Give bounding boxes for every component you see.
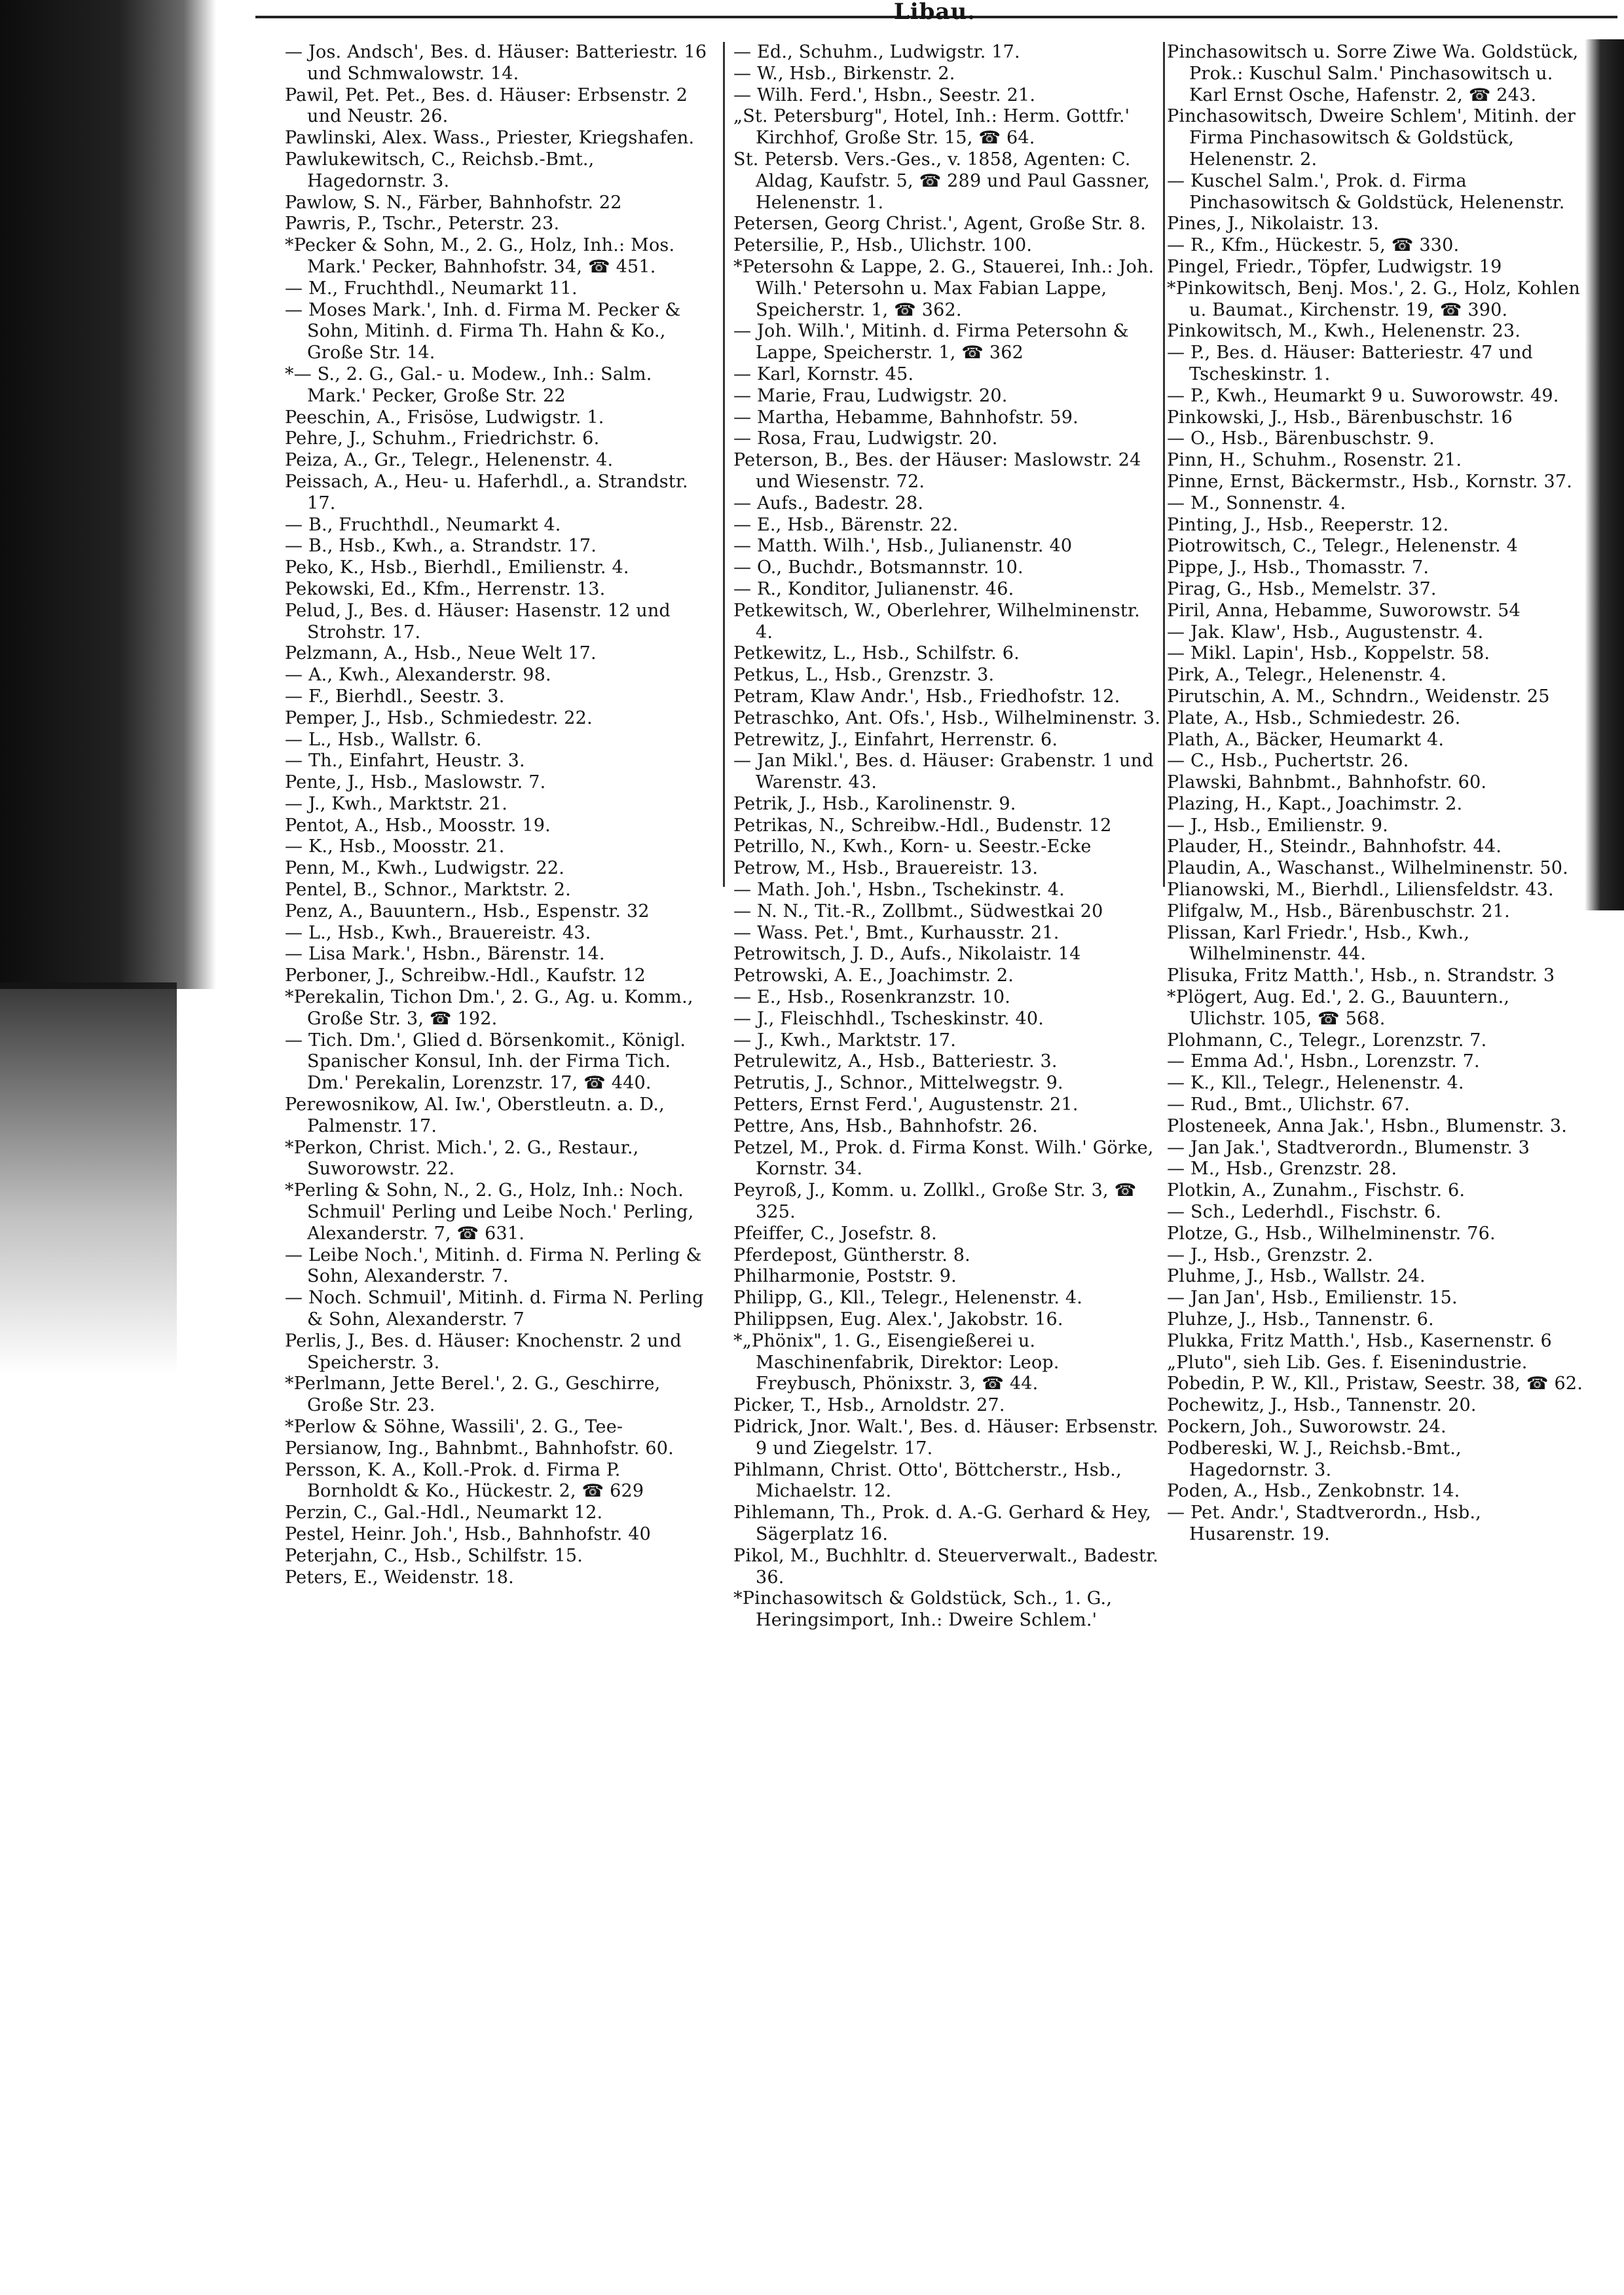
directory-entry: Pirk, A., Telegr., Helenenstr. 4.: [1167, 665, 1447, 686]
directory-entry: „St. Petersburg", Hotel, Inh.: Herm. Gottfr.' Kirchhof, Große Str. 15, ☎ 64.: [733, 106, 1130, 149]
directory-entry: Pochewitz, J., Hsb., Tannenstr. 20.: [1167, 1395, 1477, 1416]
directory-entry: Persianow, Ing., Bahnbmt., Bahnhofstr. 60.: [285, 1438, 674, 1459]
directory-entry: Peyroß, J., Komm. u. Zollkl., Große Str. 3, ☎ 325.: [733, 1180, 1137, 1223]
directory-entry: Plifgalw, M., Hsb., Bärenbuschstr. 21.: [1167, 901, 1510, 922]
directory-entry: Plisuka, Fritz Matth.', Hsb., n. Strandstr. 3: [1167, 965, 1555, 986]
directory-entry: Pirag, G., Hsb., Memelstr. 37.: [1167, 578, 1437, 599]
directory-entry: — Matth. Wilh.', Hsb., Julianenstr. 40: [733, 536, 1073, 557]
directory-entry: Pinchasowitsch, Dweire Schlem', Mitinh. der Firma Pinchasowitsch & Goldstück, Helenenstr. 2.: [1167, 106, 1576, 170]
directory-entry: Pinchasowitsch u. Sorre Ziwe Wa. Goldstück, Prok.: Kuschul Salm.' Pinchasowitsch u. Karl Ernst Osche, Hafenstr. 2, ☎ 243.: [1167, 42, 1579, 105]
directory-entry: — P., Kwh., Heumarkt 9 u. Suworowstr. 49.: [1167, 385, 1559, 406]
directory-entry: Pentot, A., Hsb., Moosstr. 19.: [285, 815, 551, 836]
directory-entry: Pawil, Pet. Pet., Bes. d. Häuser: Erbsenstr. 2 und Neustr. 26.: [285, 84, 688, 127]
directory-entry: Petters, Ernst Ferd.', Augustenstr. 21.: [733, 1094, 1079, 1115]
directory-entry: Petraschko, Ant. Ofs.', Hsb., Wilhelminenstr. 3.: [733, 707, 1161, 728]
directory-entry: Penn, M., Kwh., Ludwigstr. 22.: [285, 858, 565, 879]
directory-entry: Pettre, Ans, Hsb., Bahnhofstr. 26.: [733, 1115, 1038, 1136]
column-divider-1: [723, 42, 725, 887]
directory-entry: — J., Fleischhdl., Tscheskinstr. 40.: [733, 1008, 1044, 1029]
directory-entry: Plohmann, C., Telegr., Lorenzstr. 7.: [1167, 1030, 1487, 1051]
directory-entry: — Joh. Wilh.', Mitinh. d. Firma Petersohn & Lappe, Speicherstr. 1, ☎ 362: [733, 321, 1129, 364]
directory-entry: — Karl, Kornstr. 45.: [733, 364, 914, 384]
directory-entry: Petkus, L., Hsb., Grenzstr. 3.: [733, 665, 995, 686]
directory-entry: Petersilie, P., Hsb., Ulichstr. 100.: [733, 235, 1033, 256]
directory-entry: — L., Hsb., Wallstr. 6.: [285, 729, 482, 750]
directory-entry: — Kuschel Salm.', Prok. d. Firma Pinchasowitsch & Goldstück, Helenenstr.: [1167, 170, 1565, 213]
directory-entry: — Jak. Klaw', Hsb., Augustenstr. 4.: [1167, 622, 1484, 643]
directory-entry: Perlis, J., Bes. d. Häuser: Knochenstr. 2 und Speicherstr. 3.: [285, 1330, 682, 1373]
directory-entry: Pelzmann, A., Hsb., Neue Welt 17.: [285, 643, 597, 664]
directory-entry: — Jan Mikl.', Bes. d. Häuser: Grabenstr. 1 und Warenstr. 43.: [733, 751, 1154, 793]
directory-entry: Petrutis, J., Schnor., Mittelwegstr. 9.: [733, 1073, 1063, 1094]
directory-entry: Petrowitsch, J. D., Aufs., Nikolaistr. 14: [733, 944, 1081, 965]
directory-entry: Plawski, Bahnbmt., Bahnhofstr. 60.: [1167, 772, 1487, 793]
directory-entry: Peterson, B., Bes. der Häuser: Maslowstr. 24 und Wiesenstr. 72.: [733, 450, 1141, 492]
directory-entry: Petersen, Georg Christ.', Agent, Große Str. 8.: [733, 214, 1147, 234]
directory-entry: — Rosa, Frau, Ludwigstr. 20.: [733, 428, 998, 449]
directory-entry: Plate, A., Hsb., Schmiedestr. 26.: [1167, 707, 1461, 728]
directory-entry: Pihlemann, Th., Prok. d. A.-G. Gerhard & Hey, Sägerplatz 16.: [733, 1502, 1151, 1544]
directory-entry: — Ed., Schuhm., Ludwigstr. 17.: [733, 42, 1020, 62]
directory-entry: Petrewitz, J., Einfahrt, Herrenstr. 6.: [733, 729, 1058, 750]
directory-entry: Peterjahn, C., Hsb., Schilfstr. 15.: [285, 1545, 583, 1566]
directory-entry: Pemper, J., Hsb., Schmiedestr. 22.: [285, 707, 593, 728]
directory-entry: — M., Hsb., Grenzstr. 28.: [1167, 1159, 1397, 1180]
directory-entry: Picker, T., Hsb., Arnoldstr. 27.: [733, 1395, 1005, 1416]
directory-entry: Pekowski, Ed., Kfm., Herrenstr. 13.: [285, 578, 606, 599]
directory-entry: Pestel, Heinr. Joh.', Hsb., Bahnhofstr. 40: [285, 1523, 652, 1544]
directory-entry: Petrillo, N., Kwh., Korn- u. Seestr.-Ecke: [733, 836, 1092, 857]
directory-entry: — O., Hsb., Bärenbuschstr. 9.: [1167, 428, 1435, 449]
directory-entry: — Th., Einfahrt, Heustr. 3.: [285, 751, 525, 772]
directory-entry: Pluhze, J., Hsb., Tannenstr. 6.: [1167, 1309, 1434, 1330]
directory-entry: „Pluto", sieh Lib. Ges. f. Eisenindustrie.: [1167, 1352, 1528, 1373]
directory-entry: Poden, A., Hsb., Zenkobnstr. 14.: [1167, 1481, 1460, 1502]
directory-entry: — P., Bes. d. Häuser: Batteriestr. 47 und Tscheskinstr. 1.: [1167, 343, 1533, 384]
directory-entry: Peters, E., Weidenstr. 18.: [285, 1567, 514, 1588]
directory-entry: — Aufs., Badestr. 28.: [733, 493, 924, 513]
directory-entry: Penz, A., Bauuntern., Hsb., Espenstr. 32: [285, 901, 650, 922]
book-binding-shadow-lower: [0, 982, 177, 1375]
directory-entry: — Moses Mark.', Inh. d. Firma M. Pecker & Sohn, Mitinh. d. Firma Th. Hahn & Ko., Große Str. 14.: [285, 299, 681, 364]
directory-entry: *Petersohn & Lappe, 2. G., Stauerei, Inh.: Joh. Wilh.' Petersohn u. Max Fabian Lappe, Speicherstr. 1, ☎ 362.: [733, 256, 1154, 320]
directory-entry: Podbereski, W. J., Reichsb.-Bmt., Hagedornstr. 3.: [1167, 1438, 1462, 1480]
directory-entry: Plazing, H., Kapt., Joachimstr. 2.: [1167, 793, 1463, 814]
directory-entry: — Math. Joh.', Hsbn., Tschekinstr. 4.: [733, 880, 1065, 901]
column-2: [733, 42, 1162, 1631]
directory-entry: — B., Hsb., Kwh., a. Strandstr. 17.: [285, 536, 597, 557]
directory-entry: Pentel, B., Schnor., Marktstr. 2.: [285, 880, 571, 901]
directory-entry: Peissach, A., Heu- u. Haferhdl., a. Strandstr. 17.: [285, 471, 688, 513]
directory-entry: — O., Buchdr., Botsmannstr. 10.: [733, 557, 1024, 578]
directory-entry: Perewosnikow, Al. Iw.', Oberstleutn. a. D., Palmenstr. 17.: [285, 1094, 665, 1136]
directory-entry: *— S., 2. G., Gal.- u. Modew., Inh.: Salm. Mark.' Pecker, Große Str. 22: [285, 364, 652, 406]
directory-entry: *„Phönix", 1. G., Eisengießerei u. Maschinenfabrik, Direktor: Leop. Freybusch, Phönixstr. 3, ☎ 44.: [733, 1330, 1060, 1394]
directory-entry: *Perlow & Söhne, Wassili', 2. G., Tee-: [285, 1417, 623, 1437]
directory-entry: — Rud., Bmt., Ulichstr. 67.: [1167, 1094, 1411, 1115]
directory-entry: — Mikl. Lapin', Hsb., Koppelstr. 58.: [1167, 643, 1490, 664]
directory-entry: Pehre, J., Schuhm., Friedrichstr. 6.: [285, 428, 600, 449]
directory-entry: Pfeiffer, C., Josefstr. 8.: [733, 1223, 937, 1244]
directory-entry: — M., Sonnenstr. 4.: [1167, 493, 1346, 513]
directory-entry: Persson, K. A., Koll.-Prok. d. Firma P. Bornholdt & Ko., Hückestr. 2, ☎ 629: [285, 1459, 644, 1502]
directory-entry: — Jan Jak.', Stadtverordn., Blumenstr. 3: [1167, 1137, 1530, 1158]
directory-entry: Peeschin, A., Frisöse, Ludwigstr. 1.: [285, 407, 604, 428]
directory-entry: Petkewitsch, W., Oberlehrer, Wilhelminenstr. 4.: [733, 600, 1140, 643]
directory-entry: Philipp, G., Kll., Telegr., Helenenstr. 4.: [733, 1288, 1083, 1309]
directory-entry: Petrowski, A. E., Joachimstr. 2.: [733, 965, 1014, 986]
directory-entry: — M., Fruchthdl., Neumarkt 11.: [285, 278, 578, 299]
directory-entry: — B., Fruchthdl., Neumarkt 4.: [285, 514, 561, 535]
directory-entry: Pockern, Joh., Suworowstr. 24.: [1167, 1417, 1447, 1437]
directory-entry: Plianowski, M., Bierhdl., Liliensfeldstr. 43.: [1167, 880, 1554, 901]
directory-entry: — J., Kwh., Marktstr. 17.: [733, 1030, 957, 1051]
directory-entry: Pinkowitsch, M., Kwh., Helenenstr. 23.: [1167, 321, 1521, 342]
directory-entry: — Emma Ad.', Hsbn., Lorenzstr. 7.: [1167, 1051, 1480, 1072]
directory-entry: — Wilh. Ferd.', Hsbn., Seestr. 21.: [733, 84, 1036, 105]
directory-entry: *Pecker & Sohn, M., 2. G., Holz, Inh.: Mos. Mark.' Pecker, Bahnhofstr. 34, ☎ 451.: [285, 235, 675, 277]
directory-entry: Pawlow, S. N., Färber, Bahnhofstr. 22: [285, 192, 622, 213]
directory-entry: — J., Kwh., Marktstr. 21.: [285, 793, 508, 814]
directory-entry: — Noch. Schmuil', Mitinh. d. Firma N. Perling & Sohn, Alexanderstr. 7: [285, 1288, 704, 1330]
directory-entry: Pinne, Ernst, Bäckermstr., Hsb., Kornstr. 37.: [1167, 471, 1573, 492]
directory-entry: Pluhme, J., Hsb., Wallstr. 24.: [1167, 1266, 1426, 1287]
directory-entry: Pente, J., Hsb., Maslowstr. 7.: [285, 772, 546, 793]
directory-entry: — Jos. Andsch', Bes. d. Häuser: Batteriestr. 16 und Schmwalowstr. 14.: [285, 42, 707, 84]
directory-entry: Pinn, H., Schuhm., Rosenstr. 21.: [1167, 450, 1462, 471]
directory-entry: Plotze, G., Hsb., Wilhelminenstr. 76.: [1167, 1223, 1496, 1244]
directory-entry: Pawris, P., Tschr., Peterstr. 23.: [285, 214, 560, 234]
directory-entry: Petkewitz, L., Hsb., Schilfstr. 6.: [733, 643, 1020, 664]
directory-entry: — F., Bierhdl., Seestr. 3.: [285, 686, 505, 707]
directory-entry: Pinkowski, J., Hsb., Bärenbuschstr. 16: [1167, 407, 1513, 428]
directory-entry: Pawlukewitsch, C., Reichsb.-Bmt., Hagedornstr. 3.: [285, 149, 595, 191]
directory-entry: Petrik, J., Hsb., Karolinenstr. 9.: [733, 793, 1016, 814]
directory-entry: — R., Kfm., Hückestr. 5, ☎ 330.: [1167, 235, 1460, 256]
directory-entry: Pidrick, Jnor. Walt.', Bes. d. Häuser: Erbsenstr. 9 und Ziegelstr. 17.: [733, 1417, 1158, 1459]
directory-entry: Pikol, M., Buchhltr. d. Steuerverwalt., Badestr. 36.: [733, 1545, 1158, 1588]
directory-entry: — E., Hsb., Rosenkranzstr. 10.: [733, 987, 1011, 1008]
column-1: [285, 42, 714, 1588]
directory-entry: — K., Hsb., Moosstr. 21.: [285, 836, 505, 857]
directory-entry: Petrow, M., Hsb., Brauereistr. 13.: [733, 858, 1039, 879]
directory-entry: Pihlmann, Christ. Otto', Böttcherstr., Hsb., Michaelstr. 12.: [733, 1459, 1122, 1502]
page-header: Libau.: [893, 0, 976, 25]
directory-entry: Plaudin, A., Waschanst., Wilhelminenstr. 50.: [1167, 858, 1568, 879]
directory-entry: Plissan, Karl Friedr.', Hsb., Kwh., Wilhelminenstr. 44.: [1167, 922, 1470, 965]
directory-entry: *Perkon, Christ. Mich.', 2. G., Restaur., Suworowstr. 22.: [285, 1137, 639, 1180]
directory-entry: — C., Hsb., Puchertstr. 26.: [1167, 751, 1409, 772]
directory-entry: Pippe, J., Hsb., Thomasstr. 7.: [1167, 557, 1430, 578]
directory-entry: Pinting, J., Hsb., Reeperstr. 12.: [1167, 514, 1449, 535]
directory-entry: — J., Hsb., Emilienstr. 9.: [1167, 815, 1388, 836]
directory-entry: — J., Hsb., Grenzstr. 2.: [1167, 1244, 1373, 1265]
directory-entry: — W., Hsb., Birkenstr. 2.: [733, 63, 955, 84]
directory-entry: — Lisa Mark.', Hsbn., Bärenstr. 14.: [285, 944, 605, 965]
directory-entry: *Perling & Sohn, N., 2. G., Holz, Inh.: Noch. Schmuil' Perling und Leibe Noch.' Perling, Alexanderstr. 7, ☎ 631.: [285, 1180, 694, 1244]
directory-entry: Pelud, J., Bes. d. Häuser: Hasenstr. 12 und Strohstr. 17.: [285, 600, 671, 643]
directory-entry: Plath, A., Bäcker, Heumarkt 4.: [1167, 729, 1445, 750]
directory-entry: *Perlmann, Jette Berel.', 2. G., Geschirre, Große Str. 23.: [285, 1373, 661, 1416]
directory-entry: — E., Hsb., Bärenstr. 22.: [733, 514, 959, 535]
directory-entry: Petrikas, N., Schreibw.-Hdl., Budenstr. 12: [733, 815, 1112, 836]
book-binding-shadow: [0, 0, 216, 989]
directory-entry: Plotkin, A., Zunahm., Fischstr. 6.: [1167, 1180, 1466, 1201]
directory-entry: Petrulewitz, A., Hsb., Batteriestr. 3.: [733, 1051, 1058, 1072]
directory-entry: — N. N., Tit.-R., Zollbmt., Südwestkai 20: [733, 901, 1103, 922]
directory-entry: — A., Kwh., Alexanderstr. 98.: [285, 665, 551, 686]
directory-entry: — Leibe Noch.', Mitinh. d. Firma N. Perling & Sohn, Alexanderstr. 7.: [285, 1244, 702, 1287]
directory-entry: — Pet. Andr.', Stadtverordn., Hsb., Husarenstr. 19.: [1167, 1502, 1481, 1544]
directory-entry: Plauder, H., Steindr., Bahnhofstr. 44.: [1167, 836, 1502, 857]
directory-entry: Petzel, M., Prok. d. Firma Konst. Wilh.' Görke, Kornstr. 34.: [733, 1137, 1154, 1180]
directory-entry: Pobedin, P. W., Kll., Pristaw, Seestr. 38, ☎ 62.: [1167, 1373, 1583, 1394]
directory-entry: *Plögert, Aug. Ed.', 2. G., Bauuntern., Ulichstr. 105, ☎ 568.: [1167, 987, 1510, 1029]
directory-entry: — Jan Jan', Hsb., Emilienstr. 15.: [1167, 1288, 1458, 1309]
directory-entry: Plosteneek, Anna Jak.', Hsbn., Blumenstr. 3.: [1167, 1115, 1568, 1136]
directory-entry: — Wass. Pet.', Bmt., Kurhausstr. 21.: [733, 922, 1060, 943]
directory-entry: — L., Hsb., Kwh., Brauereistr. 43.: [285, 922, 591, 943]
directory-entry: — K., Kll., Telegr., Helenenstr. 4.: [1167, 1073, 1464, 1094]
column-divider-2: [1163, 42, 1165, 887]
directory-entry: St. Petersb. Vers.-Ges., v. 1858, Agenten: C. Aldag, Kaufstr. 5, ☎ 289 und Paul Gassner, Helenenstr. 1.: [733, 149, 1151, 213]
directory-entry: Piril, Anna, Hebamme, Suworowstr. 54: [1167, 600, 1521, 621]
directory-entry: Petram, Klaw Andr.', Hsb., Friedhofstr. 12.: [733, 686, 1120, 707]
directory-entry: Pferdepost, Güntherstr. 8.: [733, 1244, 970, 1265]
directory-entry: — Tich. Dm.', Glied d. Börsenkomit., Königl. Spanischer Konsul, Inh. der Firma Tich. Dm.' Perekalin, Lorenzstr. 17, ☎ 440.: [285, 1030, 686, 1094]
directory-entry: — Sch., Lederhdl., Fischstr. 6.: [1167, 1202, 1441, 1223]
directory-entry: Pawlinski, Alex. Wass., Priester, Kriegshafen.: [285, 128, 695, 149]
directory-entry: Peko, K., Hsb., Bierhdl., Emilienstr. 4.: [285, 557, 629, 578]
directory-entry: *Perekalin, Tichon Dm.', 2. G., Ag. u. Komm., Große Str. 3, ☎ 192.: [285, 987, 693, 1029]
directory-entry: Pingel, Friedr., Töpfer, Ludwigstr. 19: [1167, 256, 1502, 277]
directory-entry: Pines, J., Nikolaistr. 13.: [1167, 214, 1379, 234]
directory-entry: *Pinchasowitsch & Goldstück, Sch., 1. G., Heringsimport, Inh.: Dweire Schlem.': [733, 1588, 1113, 1631]
column-3: [1167, 42, 1586, 1544]
directory-entry: Philippsen, Eug. Alex.', Jakobstr. 16.: [733, 1309, 1063, 1330]
directory-entry: Piotrowitsch, C., Telegr., Helenenstr. 4: [1167, 536, 1519, 557]
scan-edge-shadow: [1585, 39, 1624, 910]
directory-entry: Perboner, J., Schreibw.-Hdl., Kaufstr. 12: [285, 965, 646, 986]
directory-entry: Plukka, Fritz Matth.', Hsb., Kasernenstr. 6: [1167, 1330, 1552, 1351]
directory-entry: Peiza, A., Gr., Telegr., Helenenstr. 4.: [285, 450, 614, 471]
directory-entry: — R., Konditor, Julianenstr. 46.: [733, 578, 1014, 599]
directory-entry: — Martha, Hebamme, Bahnhofstr. 59.: [733, 407, 1079, 428]
directory-entry: Pirutschin, A. M., Schndrn., Weidenstr. 25: [1167, 686, 1550, 707]
directory-entry: *Pinkowitsch, Benj. Mos.', 2. G., Holz, Kohlen u. Baumat., Kirchenstr. 19, ☎ 390.: [1167, 278, 1580, 320]
directory-entry: Perzin, C., Gal.-Hdl., Neumarkt 12.: [285, 1502, 603, 1523]
directory-entry: Philharmonie, Poststr. 9.: [733, 1266, 957, 1287]
directory-entry: — Marie, Frau, Ludwigstr. 20.: [733, 385, 1008, 406]
